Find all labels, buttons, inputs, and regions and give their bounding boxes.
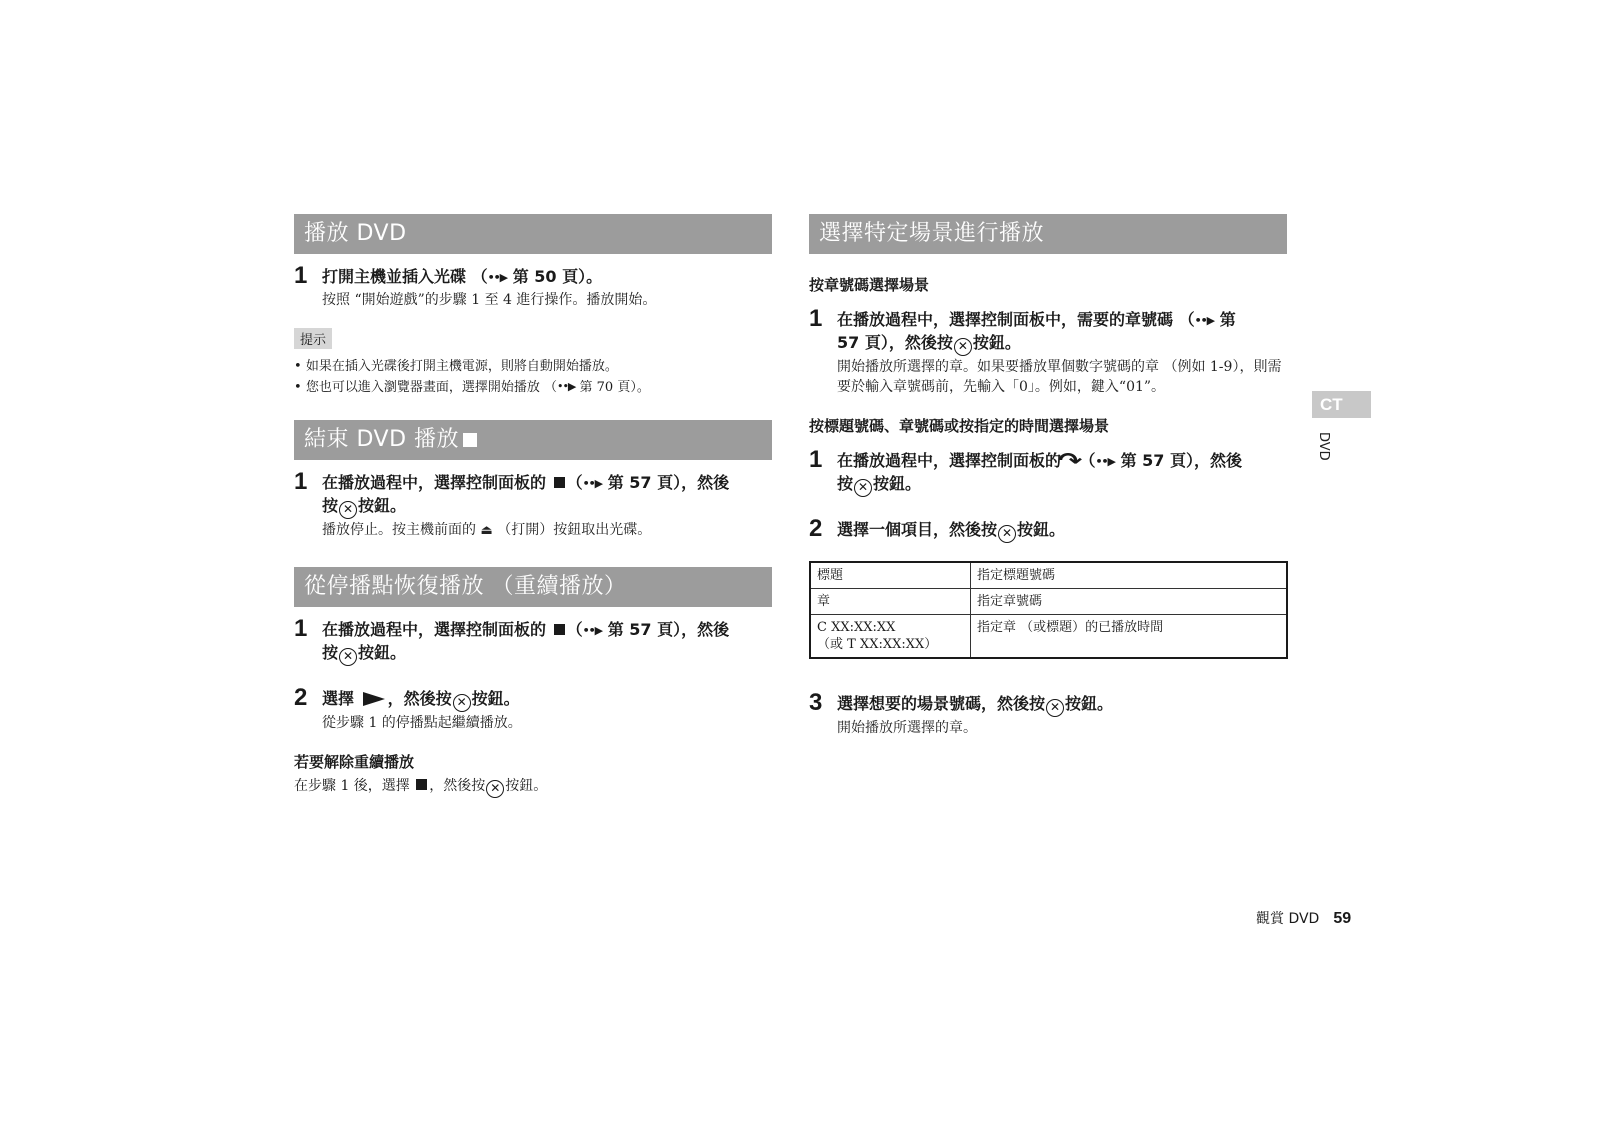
cross-button-icon: ✕: [1046, 699, 1064, 717]
play-step-1: [294, 262, 772, 310]
cross-button-icon: ✕: [339, 501, 357, 519]
resume-step-1: [294, 615, 772, 666]
ref-arrow-icon: ••▶: [582, 477, 603, 490]
table-cell: 指定章 （或標題）的已播放時間: [971, 615, 1288, 659]
stop-icon: [554, 624, 565, 635]
ref-arrow-icon: ••▶: [1194, 314, 1215, 327]
step-number: 1: [294, 615, 308, 642]
footer-section: 觀賞 DVD: [1256, 911, 1320, 927]
side-section-label: DVD: [1316, 432, 1331, 461]
title-step-1: [809, 446, 1287, 497]
hint-item: • 如果在插入光碟後打開主機電源，則將自動開始播放。: [294, 357, 772, 377]
left-column: [294, 214, 772, 798]
step-number: 2: [294, 684, 308, 711]
chapter-step-1: [809, 305, 1287, 397]
hint-item: • 您也可以進入瀏覽器畫面，選擇開始播放 （••▶ 第 70 頁）。: [294, 377, 772, 398]
stop-icon: [463, 433, 477, 447]
step-body: 從步驟 1 的停播點起繼續播放。: [322, 715, 522, 731]
ref-arrow-icon: ••▶: [487, 271, 508, 284]
cross-button-icon: ✕: [339, 648, 357, 666]
table-row: [810, 562, 1287, 589]
options-table: [809, 561, 1288, 659]
hint-badge: 提示: [294, 328, 332, 349]
play-icon: [363, 692, 385, 706]
chapter-select-heading: 按章號碼選擇場景: [809, 276, 930, 294]
step-body: 播放停止。按主機前面的 ⏏ （打開）按鈕取出光碟。: [322, 520, 772, 541]
step-number: 1: [294, 262, 308, 289]
step-title: 選擇 ，然後按 ✕ 按鈕。: [322, 688, 772, 712]
ref-arrow-icon: ••▶: [556, 380, 576, 393]
cross-button-icon: ✕: [486, 780, 504, 798]
section-title-resume: 從停播點恢復播放 （重續播放）: [294, 567, 772, 607]
step-title: 在播放過程中，選擇控制面板中，需要的章號碼 （••▶ 第 57 頁），然後按 ✕ 按鈕。: [837, 309, 1287, 356]
step-title: 在播放過程中，選擇控制面板的 （••▶ 第 57 頁），然後 按 ✕ 按鈕。: [322, 472, 772, 519]
step-title: 選擇一個項目，然後按 ✕ 按鈕。: [837, 519, 1287, 543]
title-step-2: [809, 515, 1287, 543]
resume-step-2: [294, 684, 772, 733]
step-number: 1: [294, 468, 308, 495]
ref-arrow-icon: ••▶: [1095, 455, 1115, 468]
table-cell: 章: [810, 589, 971, 615]
page-number: 59: [1333, 910, 1352, 927]
step-number: 1: [809, 305, 823, 332]
table-cell: 標題: [810, 562, 971, 589]
eject-icon: ⏏: [480, 523, 493, 538]
table-cell: 指定章號碼: [971, 589, 1288, 615]
step-title: 選擇想要的場景號碼，然後按 ✕ 按鈕。: [837, 693, 1287, 717]
step-title: 在播放過程中，選擇控制面板的 （••▶ 第 57 頁），然後 按 ✕ 按鈕。: [322, 619, 772, 666]
stop-icon: [554, 477, 565, 488]
section-title-stop: 結束 DVD 播放: [294, 420, 772, 460]
cross-button-icon: ✕: [854, 479, 872, 497]
cancel-resume-heading: 若要解除重續播放: [294, 753, 415, 771]
cross-button-icon: ✕: [998, 525, 1016, 543]
step-title: 在播放過程中，選擇控制面板的↷（••▶ 第 57 頁），然後 按 ✕ 按鈕。: [837, 450, 1287, 497]
table-row: [810, 615, 1287, 659]
page-footer: [1256, 908, 1351, 928]
section-title-play: 播放 DVD: [294, 214, 772, 254]
stop-step-1: [294, 468, 772, 541]
step-title: 打開主機並插入光碟 （••▶ 第 50 頁）。: [322, 266, 772, 289]
step-body: 按照 “開始遊戲”的步驟 1 至 4 進行操作。播放開始。: [322, 292, 657, 308]
step-body: 開始播放所選擇的章。: [837, 720, 977, 736]
right-column: [809, 214, 1287, 738]
ref-arrow-icon: ••▶: [582, 624, 603, 637]
title-step-3: [809, 689, 1287, 738]
title-chapter-time-heading: 按標題號碼、章號碼或按指定的時間選擇場景: [809, 417, 1110, 435]
table-cell: C XX:XX:XX （或 T XX:XX:XX）: [810, 615, 971, 659]
stop-icon: [416, 779, 427, 790]
goto-icon: ↷: [1058, 449, 1083, 474]
cross-button-icon: ✕: [453, 694, 471, 712]
table-cell: 指定標題號碼: [971, 562, 1288, 589]
step-number: 2: [809, 515, 823, 542]
step-number: 3: [809, 689, 823, 716]
step-number: 1: [809, 446, 823, 473]
section-title-scene: 選擇特定場景進行播放: [809, 214, 1287, 254]
hint-list: [294, 357, 772, 398]
language-tab: CT: [1312, 391, 1371, 418]
cancel-resume-text: 在步驟 1 後，選擇 ，然後按 ✕ 按鈕。: [294, 776, 772, 798]
step-body: 開始播放所選擇的章。如果要播放單個數字號碼的章 （例如 1-9），則需要於輸入章號碼前，先輸入「0」。例如，鍵入“01”。: [837, 359, 1282, 395]
table-row: [810, 589, 1287, 615]
cross-button-icon: ✕: [954, 338, 972, 356]
